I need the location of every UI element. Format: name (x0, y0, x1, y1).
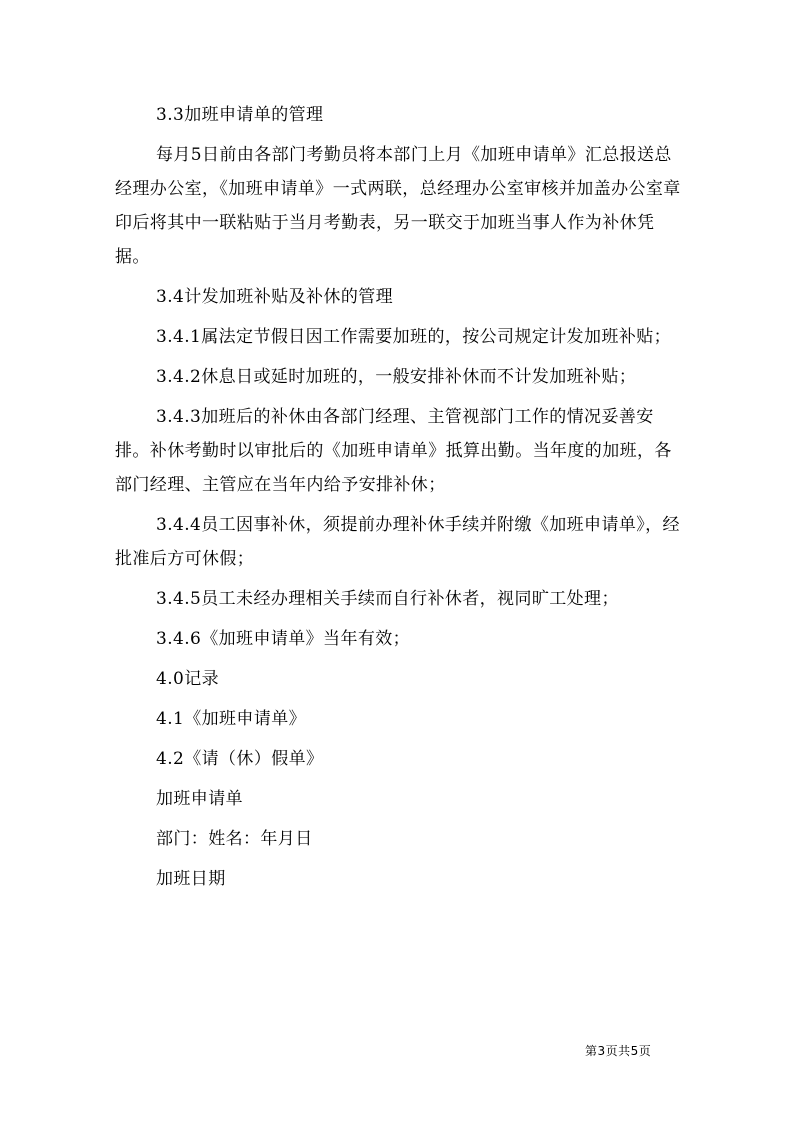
clause-3-4-1: 3.4.1属法定节假日因工作需要加班的，按公司规定计发加班补贴； (156, 327, 672, 347)
clause-3-4-2: 3.4.2休息日或延时加班的，一般安排补休而不计发加班补贴； (156, 367, 637, 387)
section-heading-3-4: 3.4计发加班补贴及补休的管理 (156, 287, 394, 307)
form-overtime-date: 加班日期 (156, 869, 226, 889)
page-number-footer: 第3页共5页 (585, 1044, 652, 1058)
section-heading-3-3: 3.3加班申请单的管理 (156, 105, 324, 125)
record-4-2: 4.2《请（休）假单》 (156, 749, 324, 769)
document-body (115, 98, 681, 896)
clause-3-4-5: 3.4.5员工未经办理相关手续而自行补休者，视同旷工处理； (156, 589, 619, 609)
record-4-1: 4.1《加班申请单》 (156, 709, 307, 729)
clause-3-4-3: 3.4.3加班后的补休由各部门经理、主管视部门工作的情况妥善安排。补休考勤时以审批后的《加班申请单》抵算出勤。当年度的加班，各部门经理、主管应在当年内给予安排补休； (115, 407, 672, 495)
form-fields-line: 部门：姓名：年月日 (156, 829, 313, 849)
clause-3-4-6: 3.4.6《加班申请单》当年有效； (156, 629, 411, 649)
clause-3-4-4: 3.4.4员工因事补休，须提前办理补休手续并附缴《加班申请单》，经批准后方可休假； (115, 515, 680, 569)
section-heading-4-0: 4.0记录 (156, 669, 220, 689)
paragraph-monthly-summary: 每月5日前由各部门考勤员将本部门上月《加班申请单》汇总报送总经理办公室，《加班申请单》一式两联，总经理办公室审核并加盖办公室章印后将其中一联粘贴于当月考勤表，另一联交于加班当事人作为补休凭据。 (115, 145, 681, 267)
form-title: 加班申请单 (156, 789, 243, 809)
